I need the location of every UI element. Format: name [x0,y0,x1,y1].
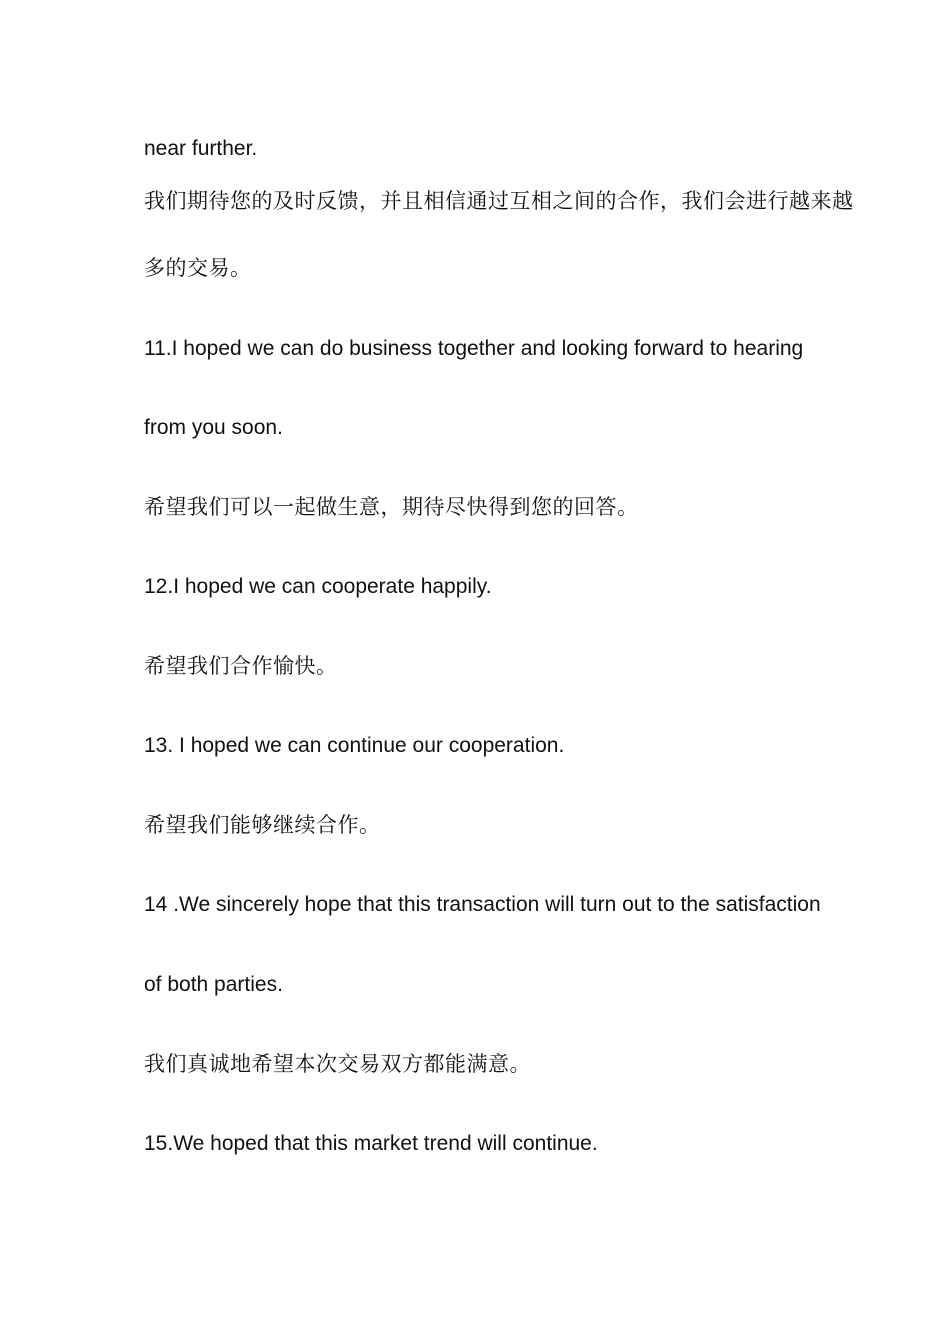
text-line-chinese: 希望我们可以一起做生意，期待尽快得到您的回答。 [144,495,639,519]
text-line-chinese: 多的交易。 [144,256,252,280]
text-line-english: of both parties. [144,973,283,996]
text-line-english: 14 .We sincerely hope that this transaction will turn out to the satisfaction [144,893,821,916]
text-line-chinese: 希望我们合作愉快。 [144,654,338,678]
text-line-english: near further. [144,137,258,160]
text-line-chinese: 我们真诚地希望本次交易双方都能满意。 [144,1052,531,1076]
text-line-english: 15.We hoped that this market trend will continue. [144,1132,598,1155]
text-line-english: from you soon. [144,416,283,439]
text-line-english: 11.I hoped we can do business together and looking forward to hearing [144,337,804,360]
text-line-chinese: 希望我们能够继续合作。 [144,813,381,837]
text-line-chinese: 我们期待您的及时反馈，并且相信通过互相之间的合作，我们会进行越来越 [144,189,854,213]
text-line-english: 13. I hoped we can continue our cooperation. [144,734,565,757]
text-line-english: 12.I hoped we can cooperate happily. [144,575,492,598]
